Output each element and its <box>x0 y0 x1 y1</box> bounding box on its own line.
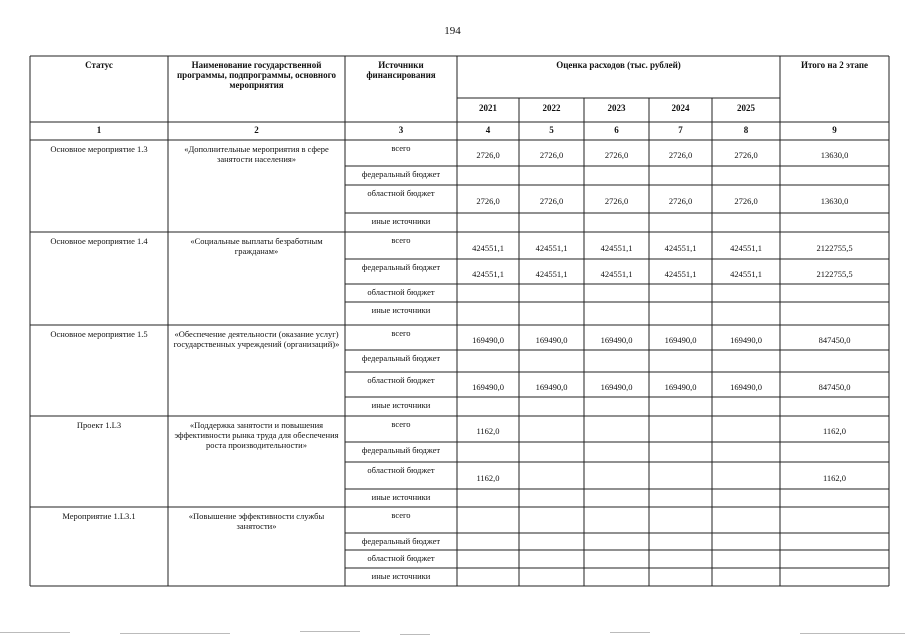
column-number-1: 1 <box>96 125 102 135</box>
column-number-2: 2 <box>254 125 259 135</box>
value-cell: 424551,1 <box>472 242 504 253</box>
column-number-4: 4 <box>485 125 491 135</box>
total-cell: 13630,0 <box>820 196 849 206</box>
scan-artifact <box>0 632 70 633</box>
scan-artifact <box>300 631 360 632</box>
funding-source: всего <box>391 419 411 429</box>
scan-artifact <box>400 634 430 635</box>
total-cell: 2122755,5 <box>816 242 853 253</box>
column-number-8: 8 <box>743 125 749 135</box>
value-cell: 424551,1 <box>535 242 568 253</box>
total-cell: 2122755,5 <box>816 268 853 279</box>
column-number-3: 3 <box>398 125 404 135</box>
header-year-2021: 2021 <box>479 103 497 113</box>
value-cell: 2726,0 <box>604 150 629 160</box>
value-cell: 424551,1 <box>535 268 568 279</box>
header-total: Итого на 2 этапе <box>800 60 869 70</box>
scan-artifact <box>120 633 230 634</box>
value-cell: 169490,0 <box>535 381 568 392</box>
total-cell: 847450,0 <box>818 334 851 345</box>
funding-source: всего <box>391 510 411 520</box>
value-cell: 2726,0 <box>734 196 758 206</box>
header-sources: Источники финансирования <box>366 60 436 80</box>
value-cell: 169490,0 <box>600 334 633 345</box>
header-year-2022: 2022 <box>542 103 561 113</box>
total-cell: 13630,0 <box>820 150 849 160</box>
block-status: Проект 1.L3 <box>76 420 122 430</box>
column-number-7: 7 <box>678 125 683 135</box>
column-number-5: 5 <box>549 125 554 135</box>
block-status: Основное мероприятие 1.5 <box>50 329 148 339</box>
funding-source: федеральный бюджет <box>361 353 441 363</box>
header-year-2023: 2023 <box>607 103 626 113</box>
value-cell: 1162,0 <box>476 472 500 483</box>
value-cell: 169490,0 <box>664 381 697 392</box>
funding-source: федеральный бюджет <box>361 262 441 272</box>
value-cell: 169490,0 <box>730 334 762 345</box>
value-cell: 424551,1 <box>472 268 504 279</box>
header-year-2024: 2024 <box>671 103 690 113</box>
value-cell: 169490,0 <box>600 381 633 392</box>
funding-source: иные источники <box>371 400 431 410</box>
funding-source: областной бюджет <box>367 553 435 563</box>
value-cell: 2726,0 <box>604 196 629 206</box>
value-cell: 424551,1 <box>664 242 697 253</box>
value-cell: 2726,0 <box>668 150 693 160</box>
funding-source: федеральный бюджет <box>361 536 441 546</box>
funding-source: областной бюджет <box>367 375 435 385</box>
funding-source: иные источники <box>371 571 431 581</box>
funding-source: иные источники <box>371 305 431 315</box>
block-status: Мероприятие 1.L3.1 <box>62 511 136 521</box>
total-cell: 847450,0 <box>818 381 851 392</box>
header-name: Наименование государственной программы, подпрограммы, основного мероприятия <box>177 60 336 90</box>
scan-artifact <box>610 632 650 633</box>
column-number-9: 9 <box>832 125 837 135</box>
total-cell: 1162,0 <box>822 426 847 436</box>
funding-source: иные источники <box>371 216 431 226</box>
funding-source: иные источники <box>371 492 431 502</box>
block-name: «Поддержка занятости и повышения эффективности рынка труда для обеспечения роста производительности» <box>174 420 339 450</box>
value-cell: 424551,1 <box>600 268 633 279</box>
value-cell: 2726,0 <box>734 150 758 160</box>
value-cell: 2726,0 <box>539 196 564 206</box>
value-cell: 2726,0 <box>476 150 500 160</box>
funding-source: всего <box>391 328 411 338</box>
funding-source: областной бюджет <box>367 287 435 297</box>
funding-source: областной бюджет <box>367 465 435 475</box>
page-number: 194 <box>444 25 461 37</box>
value-cell: 2726,0 <box>476 196 500 206</box>
header-estimate: Оценка расходов (тыс. рублей) <box>556 60 681 70</box>
value-cell: 1162,0 <box>476 426 500 436</box>
value-cell: 424551,1 <box>730 242 762 253</box>
block-name: «Обеспечение деятельности (оказание услуг) государственных учреждений (организаций)» <box>173 329 340 349</box>
value-cell: 2726,0 <box>668 196 693 206</box>
value-cell: 169490,0 <box>472 334 504 345</box>
funding-source: областной бюджет <box>367 188 435 198</box>
funding-source: всего <box>391 235 411 245</box>
total-cell: 1162,0 <box>822 472 847 483</box>
scan-artifact <box>800 633 905 634</box>
block-name: «Дополнительные мероприятия в сфере занятости населения» <box>184 144 329 164</box>
header-status: Статус <box>85 60 113 70</box>
funding-source: федеральный бюджет <box>361 169 441 179</box>
funding-source: всего <box>391 143 411 153</box>
value-cell: 424551,1 <box>664 268 697 279</box>
value-cell: 169490,0 <box>664 334 697 345</box>
value-cell: 169490,0 <box>730 381 762 392</box>
value-cell: 424551,1 <box>600 242 633 253</box>
value-cell: 2726,0 <box>539 150 564 160</box>
block-status: Основное мероприятие 1.4 <box>50 236 148 246</box>
block-status: Основное мероприятие 1.3 <box>50 144 148 154</box>
column-number-6: 6 <box>614 125 619 135</box>
funding-source: федеральный бюджет <box>361 445 441 455</box>
value-cell: 169490,0 <box>535 334 568 345</box>
block-name: «Социальные выплаты безработным гражданам» <box>190 236 323 256</box>
value-cell: 424551,1 <box>730 268 762 279</box>
value-cell: 169490,0 <box>472 381 504 392</box>
block-name: «Повышение эффективности службы занятости» <box>188 511 325 531</box>
header-year-2025: 2025 <box>737 103 755 113</box>
